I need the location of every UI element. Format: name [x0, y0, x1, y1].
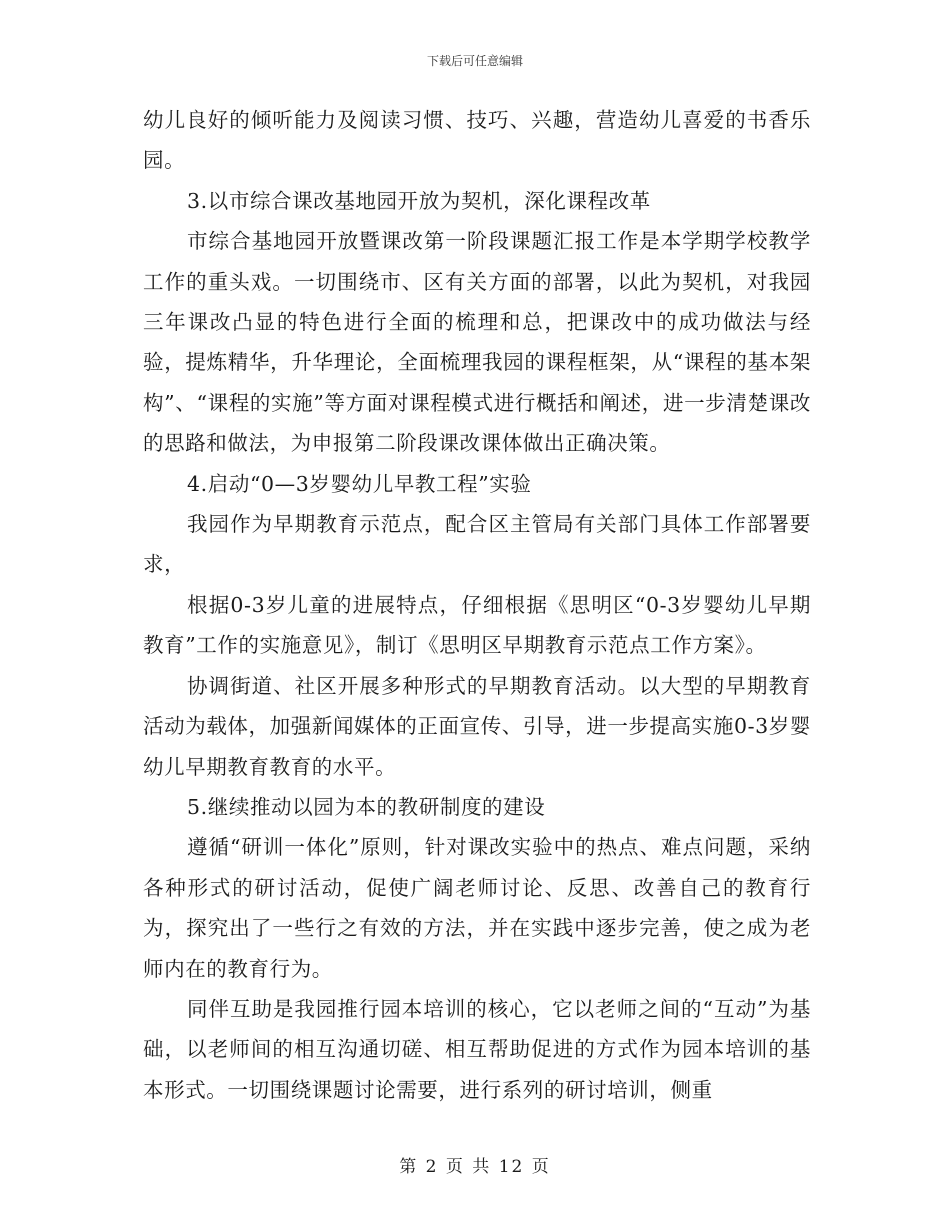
- section-heading-5: 5.继续推动以园为本的教研制度的建设: [187, 794, 546, 819]
- document-body: [143, 100, 811, 1110]
- section-heading-3: 3.以市综合课改基地园开放为契机，深化课程改革: [187, 188, 651, 213]
- paragraph-continued: 幼儿良好的倾听能力及阅读习惯、技巧、兴趣，营造幼儿喜爱的书香乐园。: [143, 108, 811, 173]
- paragraph: 同伴互助是我园推行园本培训的核心，它以老师之间的“互动”为基础，以老师间的相互沟通切磋、相互帮助促进的方式作为园本培训的基本形式。一切围绕课题讨论需要，进行系列的研讨培训，侧重: [143, 996, 811, 1102]
- paragraph: 市综合基地园开放暨课改第一阶段课题汇报工作是本学期学校教学工作的重头戏。一切围绕市、区有关方面的部署，以此为契机，对我园三年课改凸显的特色进行全面的梳理和总，把课改中的成功做法与经验，提炼精华，升华理论，全面梳理我园的课程框架，从“课程的基本架构”、“课程的实施”等方面对课程模式进行概括和阐述，进一步清楚课改的思路和做法，为申报第二阶段课改课体做出正确决策。: [143, 229, 811, 456]
- paragraph: 遵循“研训一体化”原则，针对课改实验中的热点、难点问题，采纳各种形式的研讨活动，促使广阔老师讨论、反思、改善自己的教育行为，探究出了一些行之有效的方法，并在实践中逐步完善，使之成为老师内在的教育行为。: [143, 835, 811, 981]
- paragraph: 根据0-3岁儿童的进展特点，仔细根据《思明区“0-3岁婴幼儿早期教育”工作的实施意见》，制订《思明区早期教育示范点工作方案》。: [143, 592, 811, 658]
- page-number-footer: 第 2 页 共 12 页: [399, 1157, 551, 1177]
- paragraph: 协调街道、社区开展多种形式的早期教育活动。以大型的早期教育活动为载体，加强新闻媒体的正面宣传、引导，进一步提高实施0-3岁婴幼儿早期教育教育的水平。: [143, 673, 811, 779]
- page-header: 下载后可任意编辑: [426, 54, 523, 68]
- section-heading-4: 4.启动“0—3岁婴幼儿早教工程”实验: [187, 471, 532, 496]
- paragraph: 我园作为早期教育示范点，配合区主管局有关部门具体工作部署要求，: [143, 512, 811, 577]
